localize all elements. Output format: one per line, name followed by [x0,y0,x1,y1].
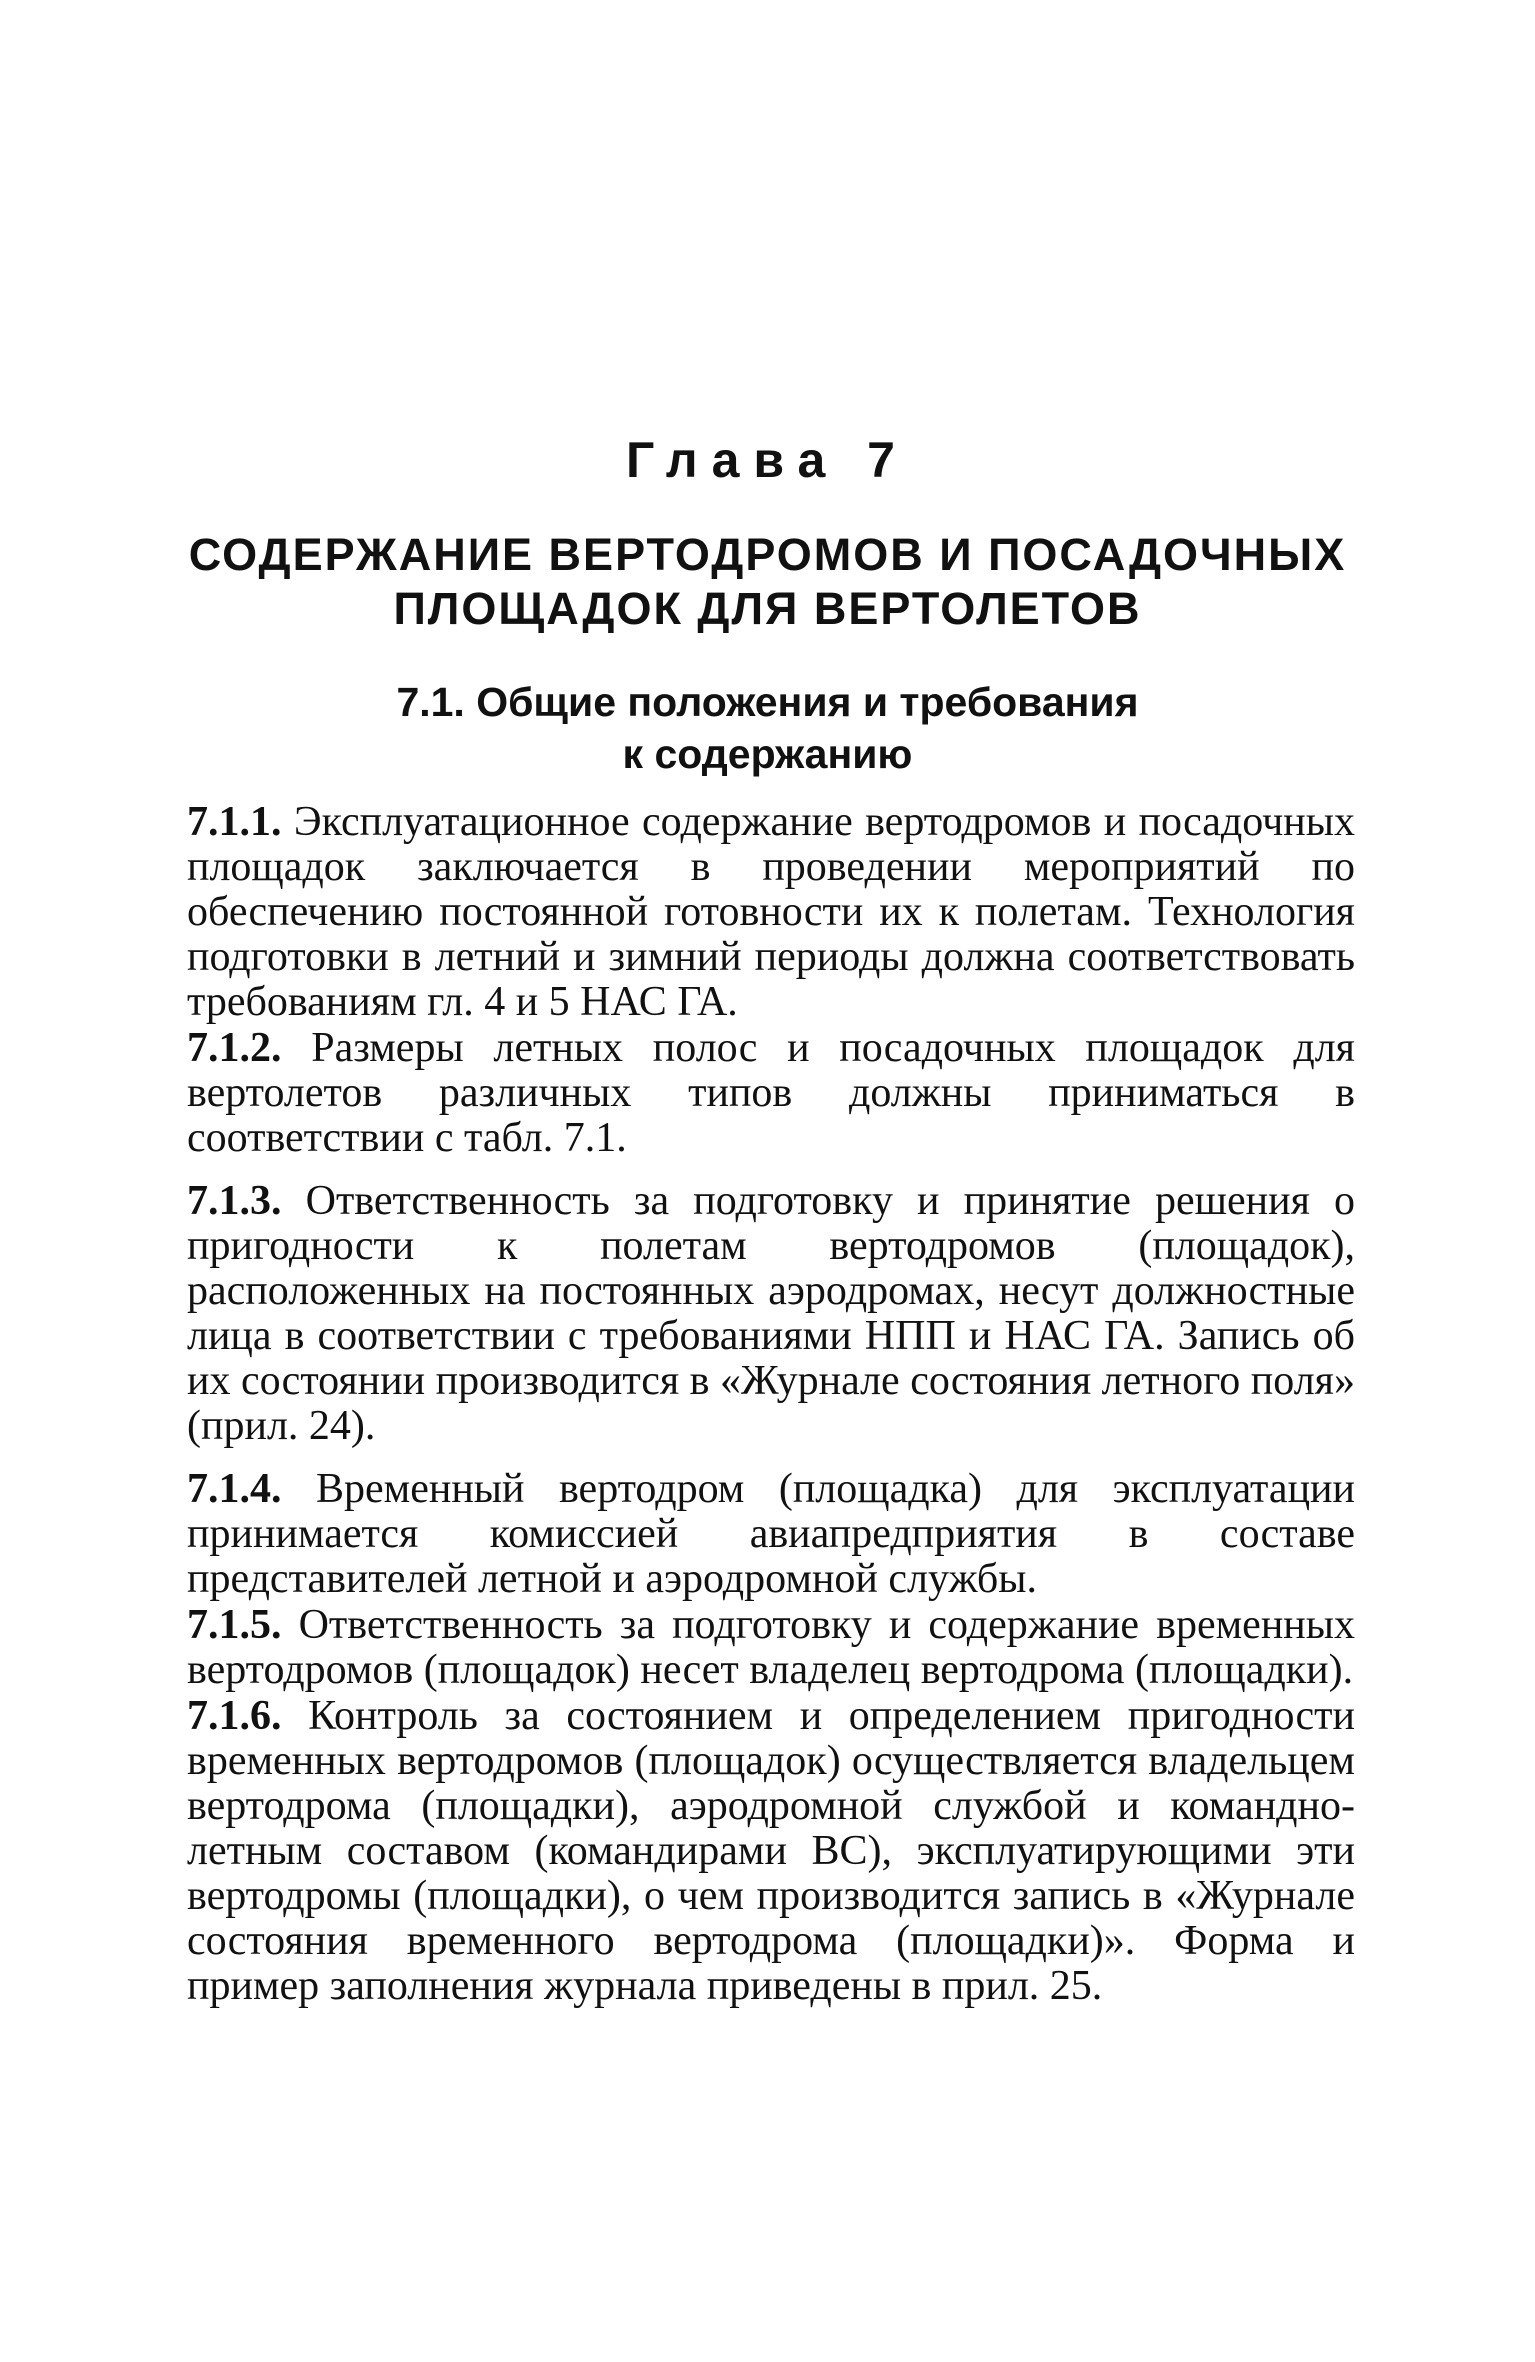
chapter-title [150,528,1385,636]
chapter-title-line-1: СОДЕРЖАНИЕ ВЕРТОДРОМОВ И ПОСАДОЧНЫХ [188,529,1347,580]
section-title-line-2: к содержанию [622,731,913,777]
paragraph-text: Ответственность за подготовку и содержание временных вертодромов (площадок) несет владелец вертодрома (площадки). [187,1602,1355,1693]
paragraph-number: 7.1.1. [187,799,282,845]
chapter-label: Глава 7 [625,432,909,488]
chapter-title-line-2: ПЛОЩАДОК ДЛЯ ВЕРТОЛЕТОВ [393,583,1142,634]
paragraph-text: Ответственность за подготовку и принятие решения о пригодности к полетам вертодромов (площадок), расположенных на постоянных аэродромах, несут должностные лица в соответствии с требованиями НПП и НАС ГА. Запись об их состоянии производится в «Журнале состояния летного поля» (прил. 24). [187,1178,1356,1449]
paragraph-number: 7.1.4. [187,1466,282,1512]
paragraph-number: 7.1.5. [187,1602,282,1648]
paragraph-7-1-1 [187,800,1355,1025]
section-title-line-1: 7.1. Общие положения и требования [396,679,1139,725]
paragraph-7-1-2 [187,1026,1355,1161]
paragraph-7-1-5 [187,1603,1355,1693]
paragraph-number: 7.1.2. [187,1025,282,1071]
paragraph-7-1-4 [187,1467,1355,1602]
paragraph-7-1-3 [187,1179,1355,1449]
body-text [187,800,1355,2010]
paragraph-number: 7.1.6. [187,1693,282,1739]
paragraph-text: Временный вертодром (площадка) для эксплуатации принимается комиссией авиапредприятия в составе представителей летной и аэродромной службы. [187,1466,1355,1602]
paragraph-number: 7.1.3. [187,1178,282,1224]
section-title [300,676,1235,780]
paragraph-7-1-6 [187,1694,1355,2009]
paragraph-text: Контроль за состоянием и определением пригодности временных вертодромов (площадок) осуществляется владельцем вертодрома (площадки), аэродромной службой и командно-летным составом (командирами ВС), эксплуатирующими эти вертодромы (площадки), о чем производится запись в «Журнале состояния временного вертодрома (площадки)». Форма и пример заполнения журнала приведены в прил. 25. [187,1693,1356,2009]
paragraph-text: Эксплуатационное содержание вертодромов и посадочных площадок заключается в проведении мероприятий по обеспечению постоянной готовности их к полетам. Технология подготовки в летний и зимний периоды должна соответствовать требованиям гл. 4 и 5 НАС ГА. [187,799,1355,1025]
paragraph-text: Размеры летных полос и посадочных площадок для вертолетов различных типов должны приниматься в соответствии с табл. 7.1. [187,1025,1356,1161]
